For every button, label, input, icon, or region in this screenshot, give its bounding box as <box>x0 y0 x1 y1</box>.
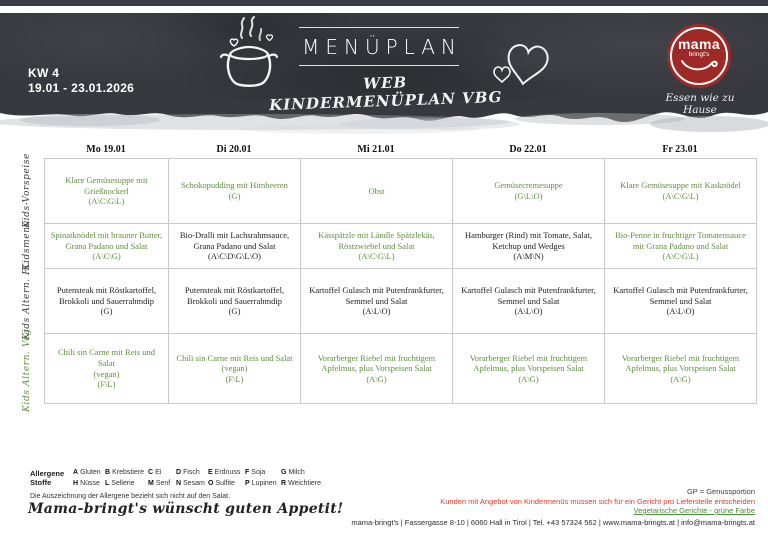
right-notes <box>440 487 755 516</box>
menu-cell-altern-veg-mo <box>45 334 169 404</box>
row-label-text: Kidsmenü <box>22 220 32 271</box>
dish-allergens: (A\L\O) <box>514 306 543 317</box>
title-block <box>293 27 465 66</box>
allergen-item: P Lupinen <box>245 480 277 487</box>
dish-allergens: (G) <box>228 306 241 317</box>
day-header-fr: Fr 23.01 <box>662 144 698 155</box>
page-title: MENÜPLAN <box>302 35 462 59</box>
allergen-item: D Fisch <box>176 469 200 476</box>
menu-cell-kidsmenue-mo <box>45 224 169 269</box>
allergen-item: C Ei <box>148 469 162 476</box>
row-label-text: Kids-Vorspeise <box>22 153 32 228</box>
menu-cell-kidsmenue-fr <box>605 224 757 269</box>
dish-name: Obst <box>368 185 385 196</box>
allergen-item: E Erdnuss <box>208 469 241 476</box>
dish-note: (vegan) <box>93 368 120 379</box>
row-label-kids-vorspeise <box>10 153 44 228</box>
menu-cell-vorspeise-fr <box>605 159 757 224</box>
allergen-item: A Gluten <box>73 469 101 476</box>
allergen-heading-line1: Allergene <box>30 469 65 478</box>
allergen-item: G Milch <box>281 469 305 476</box>
logo-ring <box>670 27 728 85</box>
calendar-week: KW 4 <box>28 66 60 80</box>
menu-cell-kidsmenue-do <box>453 224 605 269</box>
dish-allergens: (A\C\D\G\L\O) <box>208 251 261 262</box>
salad-disclaimer: Die Auszeichnung der Allergene bezieht sich nicht auf den Salat. <box>30 493 231 500</box>
logo-tagline: Essen wie zu Hause <box>665 92 735 116</box>
allergen-item: M Senf <box>148 480 171 487</box>
dish-allergens: (A\G) <box>670 373 691 384</box>
menu-cell-altern-veg-di <box>169 334 301 404</box>
brand-logo <box>667 24 731 88</box>
menu-cell-altern-veg-do <box>453 334 605 404</box>
hearts-icon <box>488 40 552 92</box>
menu-cell-altern-veg-mi <box>301 334 453 404</box>
dish-name: Kartoffel Gulasch mit Putenfrankfurter, Semmel und Salat <box>613 285 748 306</box>
dish-allergens: (A\C\G\L) <box>662 191 699 201</box>
menu-cell-altern-veg-fr <box>605 334 757 404</box>
dish-allergens: (A\C\G\L) <box>358 251 395 262</box>
menu-cell-altern-fl-mi <box>301 269 453 334</box>
gp-note: GP = Genussportion <box>686 487 755 496</box>
menu-table <box>44 158 757 404</box>
dish-name: Kartoffel Gulasch mit Putenfrankfurter, Semmel und Salat <box>461 285 596 306</box>
allergen-legend <box>30 469 333 491</box>
dish-name: Vorarberger Riebel mit fruchtigem Apfelmus, plus Vorspeisen Salat <box>317 352 436 374</box>
dish-name: Kartoffel Gulasch mit Putenfrankfurter, Semmel und Salat <box>309 285 444 306</box>
allergen-item: B Krebstiere <box>105 469 144 476</box>
dish-name: Putensteak mit Röstkartoffel, Brokkoli und Sauerrahmdip <box>56 285 157 306</box>
logo-brand-sub: bringt's <box>688 51 710 58</box>
dish-allergens: (A\M\N) <box>513 251 544 262</box>
menu-cell-altern-fl-fr <box>605 269 757 334</box>
dish-name: Vorarberger Riebel mit fruchtigem Apfelmus, plus Vorspeisen Salat <box>469 352 588 374</box>
dish-name: Bio-Dralli mit Lachsrahmsauce, Grana Padano und Salat <box>179 230 290 251</box>
dish-name: Hamburger (Rind) mit Tomate, Salat, Ketchup und Wedges <box>464 230 593 251</box>
menu-cell-altern-fl-do <box>453 269 605 334</box>
dish-name: Vorarberger Riebel mit fruchtigem Apfelmus, plus Vorspeisen Salat <box>621 352 740 374</box>
dish-allergens: (A\G) <box>366 373 387 384</box>
day-header-row <box>44 144 756 155</box>
menu-cell-vorspeise-do <box>453 159 605 224</box>
day-header-do: Do 22.01 <box>509 144 547 155</box>
dish-name: Klare Gemüsesuppe mit Kasknödel <box>620 180 741 191</box>
dish-allergens: (A\C\G\L) <box>88 196 125 207</box>
dish-name: Spinatknödel mit brauner Butter, Grana Padano und Salat <box>50 230 163 251</box>
company-footer: mama-bringt's | Fassergasse 8-10 | 6060 Hall in Tirol | Tel. +43 57324 562 | www.mama-bringts.at | info@mama-bringts.at <box>351 518 755 527</box>
dish-name: Schokopudding mit Himbeeren <box>181 180 288 191</box>
dish-allergens: (A\C\G\L) <box>662 251 699 262</box>
menu-cell-kidsmenue-di <box>169 224 301 269</box>
day-header-di: Di 20.01 <box>216 144 252 155</box>
day-header-mo: Mo 19.01 <box>86 144 126 155</box>
dish-name: Chili sin Carne mit Reis und Salat <box>57 347 156 368</box>
dish-allergens: (G) <box>228 191 241 201</box>
page-subtitle: WEB KINDERMENÜPLAN VBG <box>268 73 503 115</box>
allergen-item: O Sulfite <box>208 480 235 487</box>
title-rule-bottom <box>299 65 459 66</box>
row-label-kids-altern-fl <box>10 261 44 340</box>
dish-allergens: (G\L\O) <box>514 191 543 201</box>
kindermenu-note: Kunden mit Angebot von Kindermenüs müssen sich für ein Gericht pro Lieferstelle entscheiden <box>440 496 755 506</box>
allergen-item: H Nüsse <box>73 480 100 487</box>
menu-cell-kidsmenue-mi <box>301 224 453 269</box>
day-header-mi: Mi 21.01 <box>357 144 395 155</box>
vegetarian-color-note: Vegetarische Gerichte - grüne Farbe <box>633 506 755 515</box>
dish-note: (vegan) <box>221 363 248 374</box>
menu-cell-altern-fl-mo <box>45 269 169 334</box>
dish-allergens: (G) <box>100 306 113 317</box>
menu-cell-vorspeise-di <box>169 159 301 224</box>
logo-brand-name: mama <box>677 36 721 52</box>
dish-allergens: (A\L\O) <box>666 306 695 317</box>
dish-allergens: (F\L) <box>225 373 244 384</box>
allergen-legend-heading <box>30 469 73 491</box>
appetit-greeting: Mama-bringt's wünscht guten Appetit! <box>28 501 344 517</box>
row-label-kids-altern-veg <box>10 324 44 412</box>
dish-allergens: (A\C\G) <box>92 251 121 262</box>
allergen-item: N Sesam <box>176 480 205 487</box>
row-label-text: Kids Altern. Fl. <box>22 261 32 340</box>
menu-cell-vorspeise-mo <box>45 159 169 224</box>
dish-allergens: (A\G) <box>518 373 539 384</box>
menu-cell-vorspeise-mi <box>301 159 453 224</box>
dish-name: Putensteak mit Röstkartoffel, Brokkoli und Sauerrahmdip <box>184 285 285 306</box>
allergen-legend-grid <box>73 469 333 491</box>
calendar-week-block <box>28 66 134 96</box>
dish-allergens: (F\L) <box>97 379 116 390</box>
allergen-item: R Weichtiere <box>281 480 322 487</box>
allergen-heading-line2: Stoffe <box>30 478 52 487</box>
dish-name: Chili sin Carne mit Reis und Salat <box>176 352 293 363</box>
dish-name: Bio-Penne in fruchtiger Tomatensauce mit Grana Padano und Salat <box>615 230 746 251</box>
dish-name: Gemüsecremesuppe <box>494 180 563 191</box>
date-range: 19.01 - 23.01.2026 <box>28 81 135 95</box>
allergen-item: L Sellerie <box>105 480 135 487</box>
allergen-item: F Soja <box>245 469 266 476</box>
row-label-text: Kids Altern. Veg. <box>22 324 32 412</box>
dish-allergens: (A\L\O) <box>362 306 391 317</box>
menu-cell-altern-fl-di <box>169 269 301 334</box>
torn-paper-top-strip <box>0 0 768 6</box>
dish-name: Kässpätzle mit Ländle Spätzlekäs, Röstzwiebel und Salat <box>318 230 435 251</box>
dish-name: Klare Gemüsesuppe mit Grießnockerl <box>65 175 148 196</box>
